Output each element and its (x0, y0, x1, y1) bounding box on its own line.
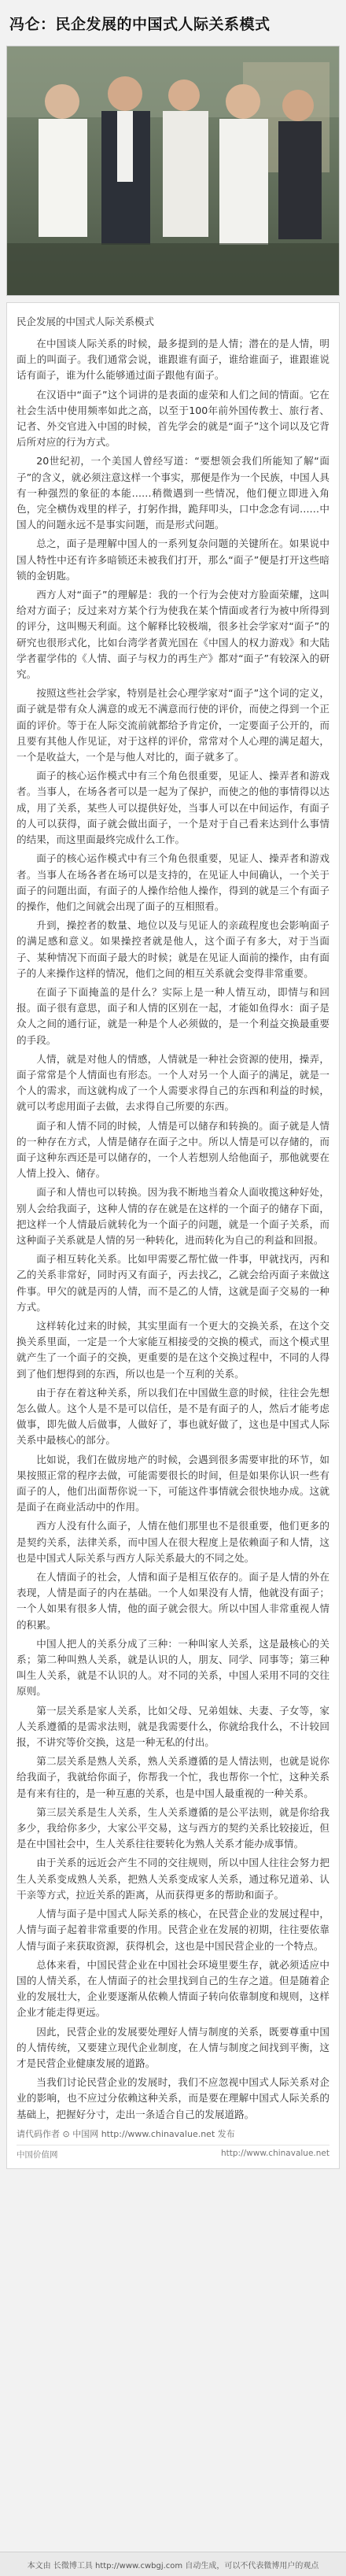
article-paragraph: 由于关系的远近会产生不同的交往规则，所以中国人往往会努力把生人关系变成熟人关系，把熟人关系变成家人关系，通过称兄道弟、认干亲等方式，拉近关系的距离，从而获得更多的帮助和面子。 (17, 1857, 329, 1901)
article-paragraph: 升到，操控者的数量、地位以及与见证人的亲疏程度也会影响面子的满足感和意义。如果操控者就是他人，这个面子有多大，对于当面子、某种情况下而面子最大的时候；就是在见证人面前的操作，由有面子的人来操作这样的情况，他们之间的相互关系就会变得非常重要。 (17, 919, 329, 979)
article-paragraph: 比如说，我们在做房地产的时候，会遇到很多需要审批的环节，如果按照正常的程序去做，可能需要很长的时间，但是如果你认识一些有面子的人，他们出面帮你说一下，可能这件事情就会很快地办成。这就是面子在商业活动中的作用。 (17, 1453, 329, 1513)
title-bar (6, 0, 340, 46)
meta-left: 中国价值网 (17, 2149, 58, 2160)
page-footer (0, 2552, 346, 2576)
article-title: 冯仑：民企发展的中国式人际关系模式 (9, 15, 271, 33)
meta-row (17, 2145, 329, 2160)
article-subtitle: 民企发展的中国式人际关系模式 (17, 316, 155, 327)
article-source: 请代码作者 ⊙ 中国网 http://www.chinavalue.net 发布 (17, 2128, 235, 2139)
article-paragraph: 面子的核心运作模式中有三个角色很重要，见证人、操弄者和游戏者。当事人在场各者在场可以是支持的，在见证人中间确认，一个关于面子的问题出面，有面子的人操作给他人操作，得到的就是三个有面子的操作，他们之间就会出现了面子的互相照看。 (17, 852, 329, 912)
article-paragraph: 当我们讨论民营企业的发展时，我们不应忽视中国式人际关系对企业的影响，也不应过分依赖这种关系，而是要在理解中国式人际关系的基础上，把握好分寸，走出一条适合自己的发展道路。 (17, 2076, 329, 2120)
group-photo-image (7, 46, 340, 296)
article-paragraph: 面子和人情也可以转换。因为我不断地当着众人面收揽这种好处，别人会给我面子，这种人情的存在就是在这样的一个面子的储存下面，把这样一个人情最后就转化为一个面子的问题，就是一个面子关系，而这种面子关系就是人情的另一种转化，进而转化为自己的利益和回报。 (17, 1186, 329, 1246)
article-paragraph: 第一层关系是家人关系，比如父母、兄弟姐妹、夫妻、子女等，家人关系遵循的是需求法则，就是我需要什么，你就给我什么，不计较回报，不讲究等价交换，这是一种无私的付出。 (17, 1704, 329, 1749)
article-paragraph: 在人情面子的社会，人情和面子是相互依存的。面子是人情的外在表现，人情是面子的内在基础。一个人如果没有人情，他就没有面子；一个人如果有很多人情，他的面子就会很大。所以中国人非常重视人情的积累。 (17, 1571, 329, 1631)
article-paragraph: 在汉语中“面子”这个词讲的是表面的虚荣和人们之间的情面。它在社会生活中使用频率如此之高，以至于100年前外国传教士、旅行者、记者、外交官进入中国的时候，首先学会的就是“面子”这个词以及它背后所对应的行为方式。 (17, 388, 329, 449)
article-paragraph: 面子的核心运作模式中有三个角色很重要，见证人、操弄者和游戏者。当事人，在场各者可以是一起为了保护，而使之的他的事情得以达成，用了关系，某些人可以提供好处，当事人可以在中间运作，有面子的人可以获得，面子就会做出面子，一个是对于自己看来达到什么事情的结果，而这里面最终完成什么工作。 (17, 770, 329, 846)
article-paragraph: 由于存在着这种关系，所以我们在中国做生意的时候，往往会先想怎么做人。这个人是不是可以信任，是不是有面子的人，然后才能考虑做事，即先做人后做事，人做好了，事也就好做了，这也是中国式人际关系中最核心的部分。 (17, 1386, 329, 1447)
article-paragraph: 这样转化过来的时候，其实里面有一个更大的交换关系，在这个交换关系里面，一定是一个大家能互相接受的交换的模式，而这个模式里就产生了一个面子的交换，更重要的是在这个交换过程中，不同的人得到了他们想得到的东西，所以也是一个互利的关系。 (17, 1319, 329, 1380)
article-paragraph: 20世纪初，一个美国人曾经写道：“要想领会我们所能知了解“面子”的含义，就必须注意这样一个事实，那便是作为一个民族，中国人具有一种强烈的象征的本能……稍微遇到一些情况，他们便立即进入角色，完全横伪戏里的样子，打躬作揖，跪拜叩头，口中念念有词……中国人的问题永远不是事实问题，而是形式问题。 (17, 455, 329, 531)
article-paragraph: 在面子下面掩盖的是什么？实际上是一种人情互动，即情与和回报。面子很有意思，面子和人情的区别在一起，才能如鱼得水：面子是众人之间的通行证，就是一种是个人必须做的，是一个利益交换最重要的手段。 (17, 985, 329, 1046)
article-paragraph: 第二层关系是熟人关系，熟人关系遵循的是人情法则，也就是说你给我面子，我就给你面子，你帮我一个忙，我也帮你一个忙，这种关系是有来有往的，是一种互惠的关系，也是中国人最重视的一种关系。 (17, 1755, 329, 1799)
article-paragraph: 西方人对“面子”的理解是：我的一个行为会使对方脸面荣耀，这叫给对方面子；反过来对方某个行为使我在某个情面或者行为被中所得到的评分，这叫赐天利面。这个解释比较极端，很多社会学家对“面子”的研究也很形式化，比如台湾学者黄光国在《中国人的权力游戏》和大陆学者翟学伟的《人情、面子与权力的再生产》都对“面子”有较深入的研究。 (17, 589, 329, 681)
article-card (6, 302, 340, 2169)
article-paragraph: 面子和人情不同的时候，人情是可以储存和转换的。面子就是人情的一种存在方式，人情是储存在面子之中。所以人情是可以存储的，而面子这种东西还是可以储存的，一个人若想别人给他面子，那他就要在人情上投入、储存。 (17, 1119, 329, 1180)
article-paragraph: 面子相互转化关系。比如甲需要乙帮忙做一件事，甲就找丙，丙和乙的关系非常好，同时丙又有面子，丙去找乙，乙就会给丙面子来做这件事。甲欠的就是丙的人情，而不是乙的人情，这就是面子交易的一种方式。 (17, 1253, 329, 1313)
article-photo (6, 46, 340, 296)
article-paragraph: 人情与面子是中国式人际关系的核心，在民营企业的发展过程中，人情与面子起着非常重要的作用。民营企业在发展的初期，往往要依靠人情与面子来获取资源，获得机会，这也是中国民营企业的一个特点。 (17, 1908, 329, 1952)
article-paragraph: 按照这些社会学家，特别是社会心理学家对“面子”这个词的定义，面子就是带有众人满意的或无不满意而行使的评价，而使之得到一个正面的评价。等于在人际交流前就都给予肯定价，一定要面子公开的，而且要有其他人作见证，对于这样的评价，常常对个人心理的满足超大，一个是收益大，一个是与他人对比的，面子就多了。 (17, 687, 329, 763)
article-paragraph: 人情，就是对他人的情感，人情就是一种社会资源的使用，操弄，面子常常是个人情面也有形态。一个人对另一个人面子的满足，就是一个人的需求，而这就构成了一个人需要求得自己的东西和利益的时候，就可以考虑用面子去做，去求得自己所要的东西。 (17, 1052, 329, 1113)
article-paragraph: 中国人把人的关系分成了三种：一种叫家人关系，这是最核心的关系；第二种叫熟人关系，就是认识的人，朋友、同学、同事等；第三种叫生人关系，就是不认识的人。对不同的关系，中国人采用不同的交往原则。 (17, 1637, 329, 1698)
footer-text: 本文由 长微博工具 http://www.cwbgj.com 自动生成，可以不代表微博用户的观点 (27, 2561, 319, 2570)
meta-right-link[interactable]: http://www.chinavalue.net (221, 2148, 329, 2158)
article-paragraph: 总体来看，中国民营企业在中国社会环境里要生存，就必须适应中国的人情关系，在人情面子的社会里找到自己的生存之道。但是随着企业的发展壮大，企业要逐渐从依赖人情面子转向依靠制度和规则，这样企业才能走得更远。 (17, 1958, 329, 2019)
article-paragraph: 西方人没有什么面子，人情在他们那里也不是很重要，他们更多的是契约关系，法律关系，而中国人在很大程度上是依赖面子和人情，这也是中国式人际关系与西方人际关系最大的不同之处。 (17, 1520, 329, 1564)
article-body (17, 336, 329, 2123)
article-paragraph: 第三层关系是生人关系，生人关系遵循的是公平法则，就是你给我多少，我给你多少，大家公平交易，这与西方的契约关系比较接近，但是在中国社会中，生人关系往往要转化为熟人关系才能办成事情。 (17, 1805, 329, 1850)
article-paragraph: 总之，面子是理解中国人的一系列复杂问题的关键所在。如果说中国人特性中还有许多暗锁还未被我们打开，那么“面子”便是打开这些暗锁的金钥匙。 (17, 538, 329, 582)
article-paragraph: 在中国谈人际关系的时候，最多提到的是人情；潜在的是人情，明面上的叫面子。我们通常会说，谁跟谁有面子，谁给谁面子，谁跟谁说话有面子，谁为什么能够通过面子跟他有面子。 (17, 338, 329, 382)
article-paragraph: 因此，民营企业的发展要处理好人情与制度的关系，既要尊重中国的人情传统，又要建立现代企业制度，在人情与制度之间找到平衡，这才是民营企业健康发展的道路。 (17, 2025, 329, 2069)
